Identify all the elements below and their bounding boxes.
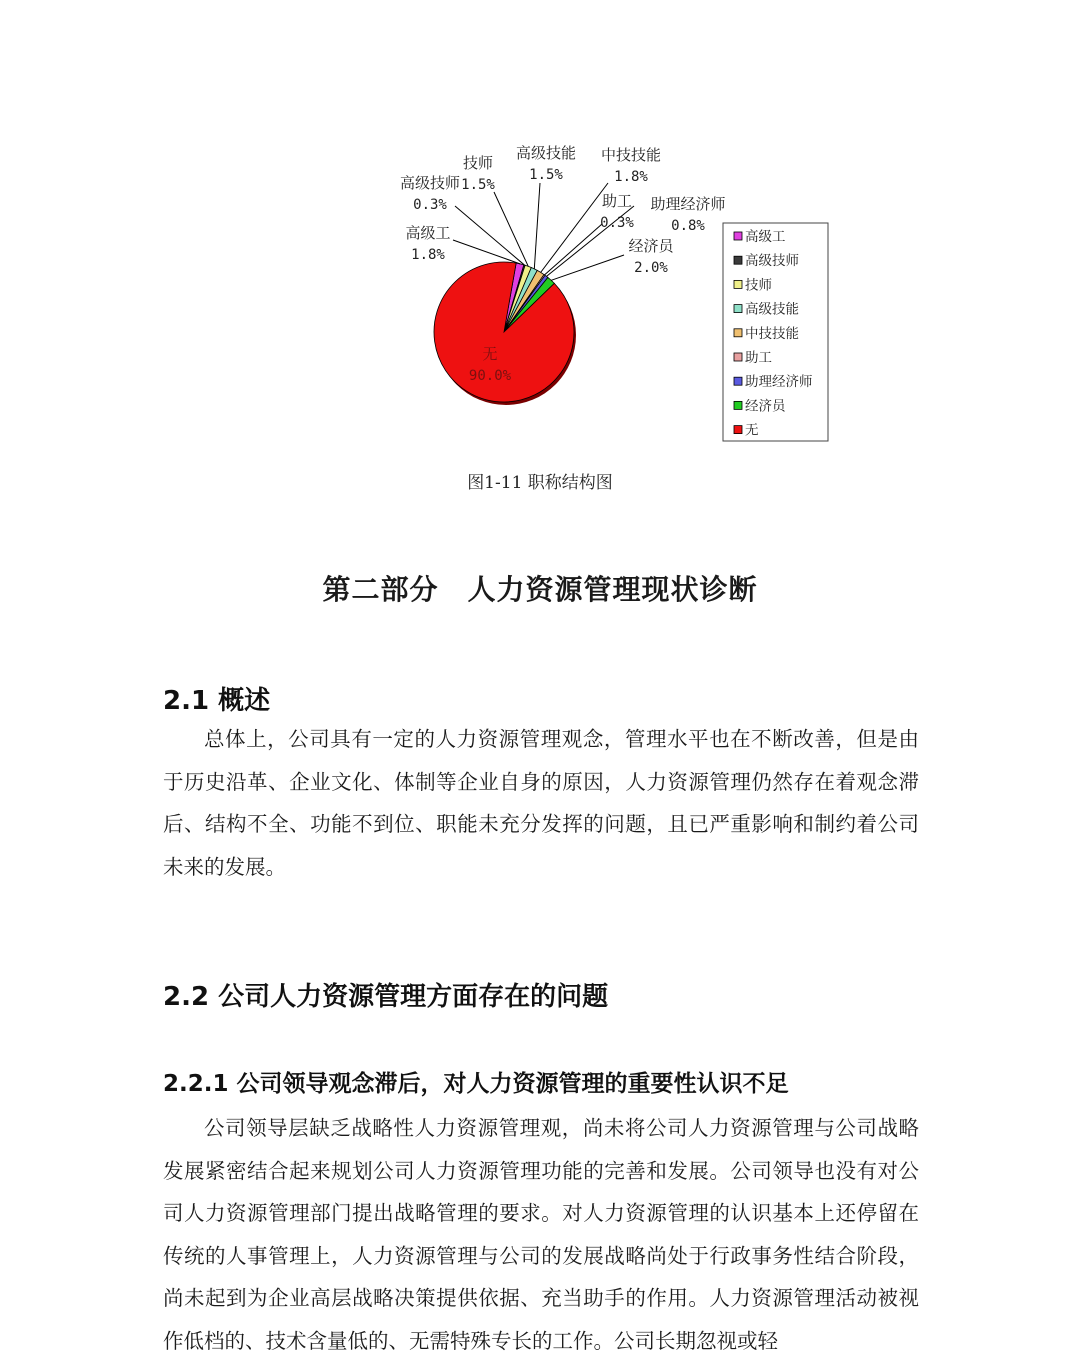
slice-label-高级技师: 高级技师 — [399, 174, 461, 192]
slice-value-高级工: 1.8% — [411, 247, 445, 263]
legend-label-高级技能: 高级技能 — [745, 301, 799, 318]
legend-swatch-高级技能 — [734, 305, 742, 313]
slice-value-技师: 1.5% — [461, 177, 495, 193]
legend-swatch-助工 — [734, 353, 742, 361]
leader-line-助工 — [545, 224, 602, 275]
part-title: 第二部分 人力资源管理现状诊断 — [322, 573, 758, 606]
section-2-2-1-body: 公司领导层缺乏战略性人力资源管理观，尚未将公司人力资源管理与公司战略发展紧密结合起来规划公司人力资源管理功能的完善和发展。公司领导也没有对公司人力资源管理部门提出战略管理的要求。对人力资源管理的认识基本上还停留在传统的人事管理上，人力资源管理与公司的发展战略尚处于行政事务性结合阶段，尚未起到为企业高层战略决策提供依据、充当助手的作用。人力资源管理活动被视作低档的、技术含量低的、无需特殊专长的工作。公司长期忽视或轻 — [163, 1116, 919, 1353]
slice-value-助理经济师: 0.8% — [671, 218, 705, 234]
slice-label-高级工: 高级工 — [405, 224, 451, 242]
section-2-1-heading: 2.1 概述 — [163, 686, 271, 716]
slice-label-中技技能: 中技技能 — [600, 146, 662, 164]
legend-swatch-中技技能 — [734, 329, 742, 337]
slice-label-助理经济师: 助理经济师 — [650, 195, 726, 213]
slice-value-无: 90.0% — [468, 368, 512, 384]
leader-line-高级技能 — [534, 183, 540, 269]
slice-value-经济员: 2.0% — [634, 260, 668, 276]
section-2-1-body: 总体上，公司具有一定的人力资源管理观念，管理水平也在不断改善，但是由于历史沿革、企业文化、体制等企业自身的原因，人力资源管理仍然存在着观念滞后、结构不全、功能不到位、职能未充分发挥的问题，且已严重影响和制约着公司未来的发展。 — [163, 727, 919, 879]
slice-value-助工: 0.3% — [600, 215, 634, 231]
legend-label-助工: 助工 — [745, 350, 772, 366]
legend-label-经济员: 经济员 — [745, 398, 786, 415]
slice-label-经济员: 经济员 — [628, 237, 674, 255]
legend-label-高级技师: 高级技师 — [745, 253, 799, 270]
legend-swatch-高级工 — [734, 232, 742, 240]
legend-label-高级工: 高级工 — [745, 229, 786, 245]
legend-swatch-技师 — [734, 280, 742, 288]
pie-chart-figure — [0, 0, 1080, 520]
legend-swatch-无 — [734, 426, 742, 434]
leader-line-技师 — [494, 192, 528, 266]
legend-label-中技技能: 中技技能 — [745, 325, 799, 342]
slice-label-无: 无 — [482, 345, 498, 363]
legend-label-助理经济师: 助理经济师 — [745, 374, 813, 391]
legend-label-无: 无 — [745, 422, 759, 439]
legend-label-技师: 技师 — [745, 277, 772, 294]
legend-swatch-助理经济师 — [734, 377, 742, 385]
slice-value-高级技师: 0.3% — [413, 197, 447, 213]
legend-swatch-高级技师 — [734, 256, 742, 264]
section-2-2-heading: 2.2 公司人力资源管理方面存在的问题 — [163, 982, 609, 1012]
leader-line-助理经济师 — [546, 206, 634, 276]
leader-line-高级工 — [453, 240, 520, 264]
pie-chart — [0, 0, 1080, 520]
figure-caption: 图1-11 职称结构图 — [467, 473, 613, 493]
legend-swatch-经济员 — [734, 401, 742, 409]
slice-label-助工: 助工 — [601, 192, 633, 210]
section-2-2-1-heading: 2.2.1 公司领导观念滞后，对人力资源管理的重要性认识不足 — [163, 1071, 789, 1097]
slice-value-中技技能: 1.8% — [614, 169, 648, 185]
slice-label-技师: 技师 — [462, 154, 494, 172]
slice-label-高级技能: 高级技能 — [515, 144, 577, 162]
slice-value-高级技能: 1.5% — [529, 167, 563, 183]
